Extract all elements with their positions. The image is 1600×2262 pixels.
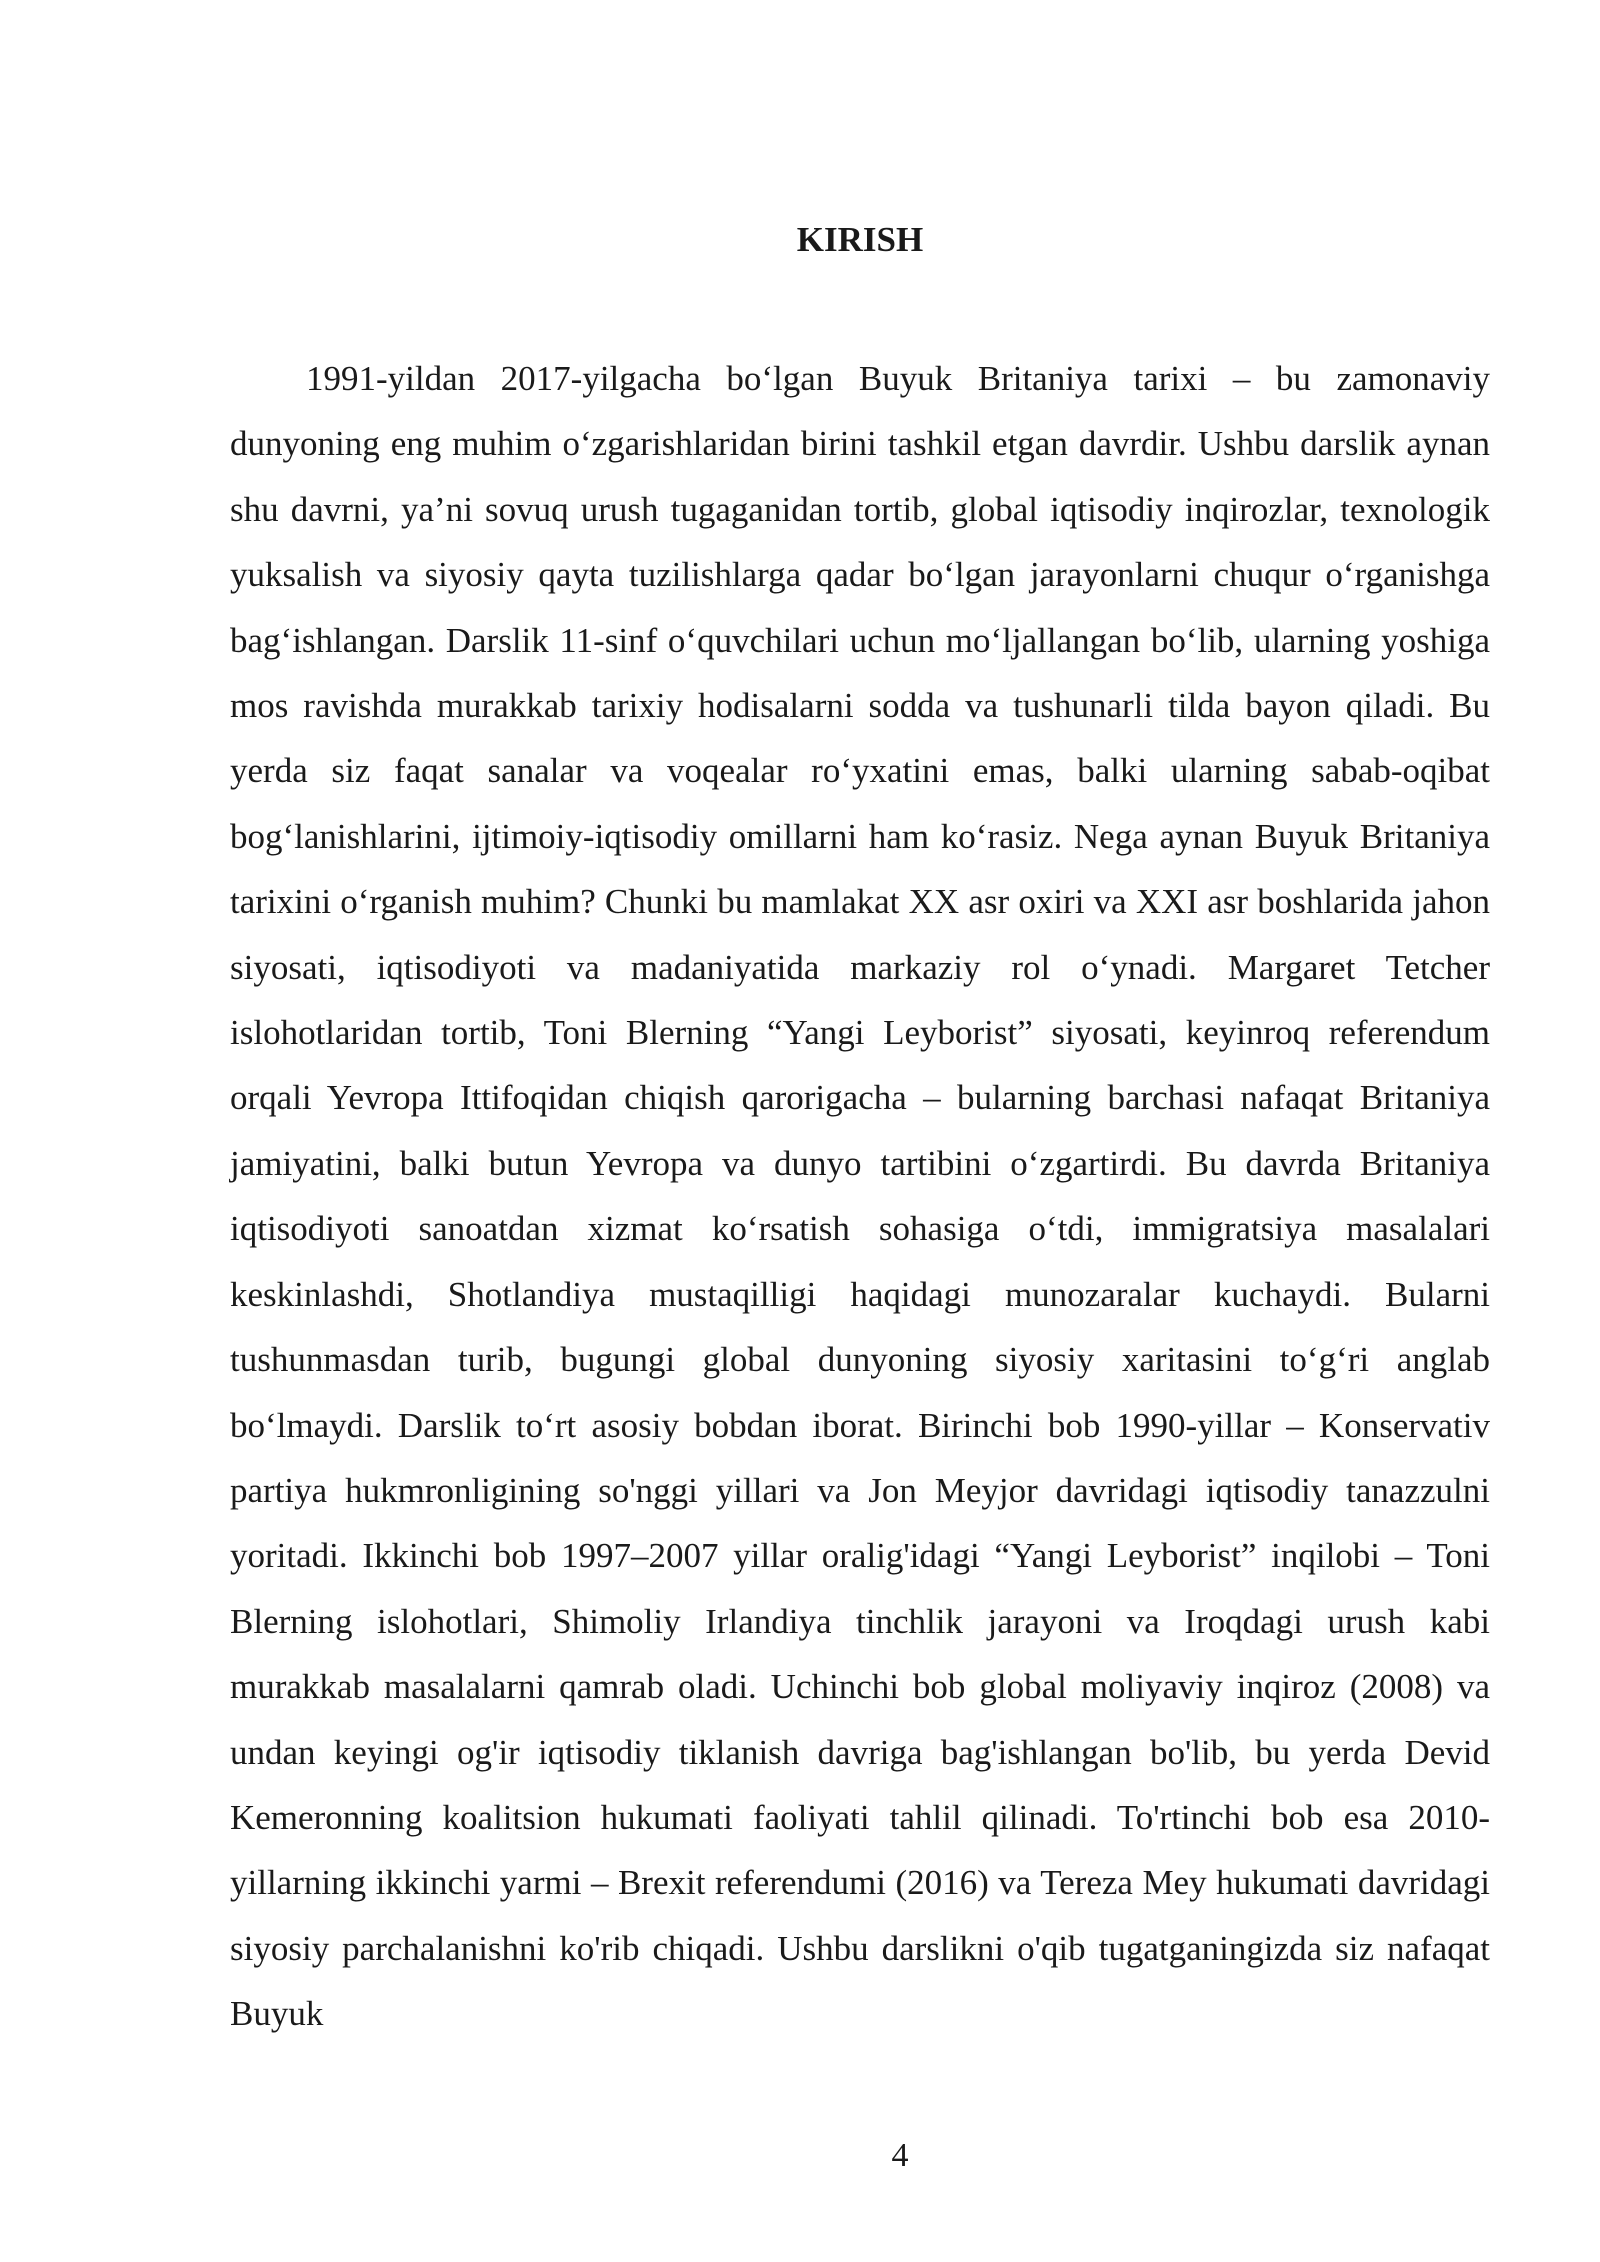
page-number: 4 [891, 2137, 909, 2174]
body-paragraph: 1991-yildan 2017-yilgacha bo‘lgan Buyuk Britaniya tarixi – bu zamonaviy dunyoning eng muhim o‘zgarishlaridan birini tashkil etgan davrdir. Ushbu darslik aynan shu davrni, ya’ni sovuq urush tugaganidan tortib, global iqtisodiy inqirozlar, texnologik yuksalish va siyosiy qayta tuzilishlarga qadar bo‘lgan jarayonlarni chuqur o‘rganishga bag‘ishlangan. Darslik 11-sinf o‘quvchilari uchun mo‘ljallangan bo‘lib, ularning yoshiga mos ravishda murakkab tarixiy hodisalarni sodda va tushunarli tilda bayon qiladi. Bu yerda siz faqat sanalar va voqealar ro‘yxatini emas, balki ularning sabab-oqibat bog‘lanishlarini, ijtimoiy-iqtisodiy omillarni ham ko‘rasiz. Nega aynan Buyuk Britaniya tarixini o‘rganish muhim? Chunki bu mamlakat XX asr oxiri va XXI asr boshlarida jahon siyosati, iqtisodiyoti va madaniyatida markaziy rol o‘ynadi. Margaret Tetcher islohotlaridan tortib, Toni Blerning “Yangi Leyborist” siyosati, keyinroq referendum orqali Yevropa Ittifoqidan chiqish qarorigacha – bularning barchasi nafaqat Britaniya jamiyatini, balki butun Yevropa va dunyo tartibini o‘zgartirdi. Bu davrda Britaniya iqtisodiyoti sanoatdan xizmat ko‘rsatish sohasiga o‘tdi, immigratsiya masalalari keskinlashdi, Shotlandiya mustaqilligi haqidagi munozaralar kuchaydi. Bularni tushunmasdan turib, bugungi global dunyoning siyosiy xaritasini to‘g‘ri anglab bo‘lmaydi. Darslik to‘rt asosiy bobdan iborat. Birinchi bob 1990-yillar – Konservativ partiya hukmronligining so'nggi yillari va Jon Meyjor davridagi iqtisodiy tanazzulni yoritadi. Ikkinchi bob 1997–2007 yillar oralig'idagi “Yangi Leyborist” inqilobi – Toni Blerning islohotlari, Shimoliy Irlandiya tinchlik jarayoni va Iroqdagi urush kabi murakkab masalalarni qamrab oladi. Uchinchi bob global moliyaviy inqiroz (2008) va undan keyingi og'ir iqtisodiy tiklanish davriga bag'ishlangan bo'lib, bu yerda Devid Kemeronning koalitsion hukumati faoliyati tahlil qilinadi. To'rtinchi bob esa 2010-yillarning ikkinchi yarmi – Brexit referendumi (2016) va Tereza Mey hukumati davridagi siyosiy parchalanishni ko'rib chiqadi. Ushbu darslikni o'qib tugatganingizda siz nafaqat Buyuk [230, 359, 1490, 2034]
section-heading: KIRISH [796, 220, 924, 259]
